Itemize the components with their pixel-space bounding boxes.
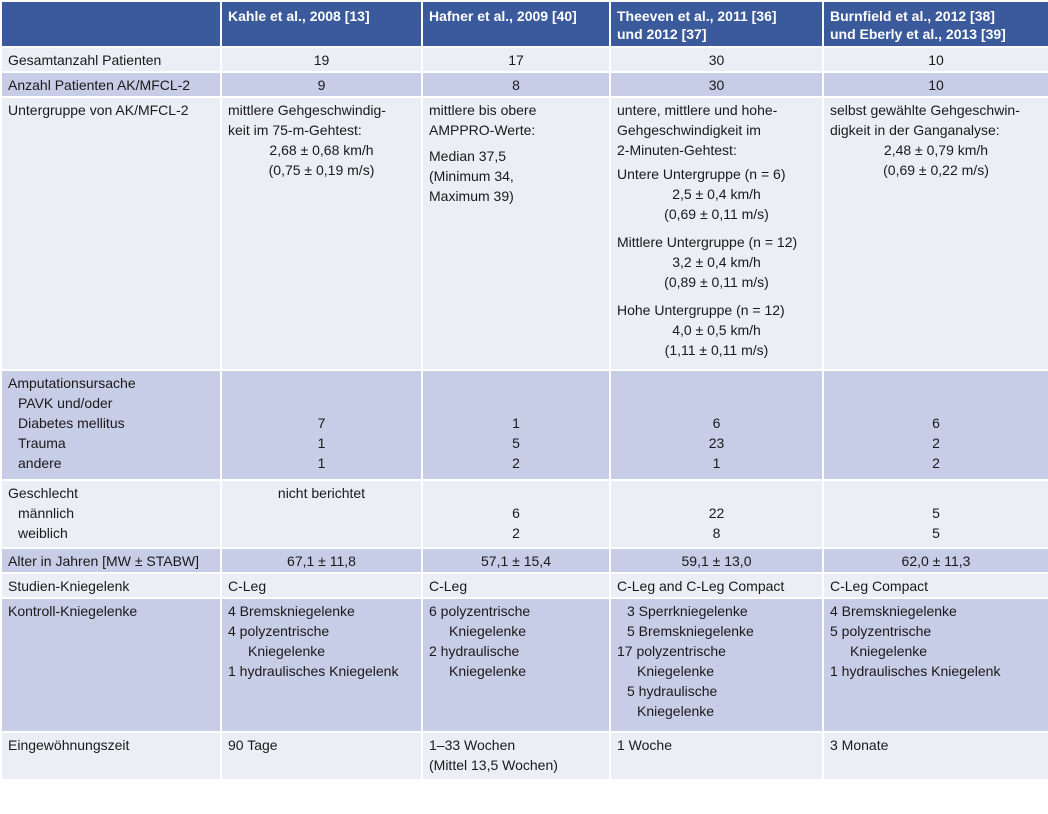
row-label xyxy=(2,481,220,547)
table-cell: 57,1 ± 15,4 xyxy=(423,549,609,572)
cell-line: Hohe Untergruppe (n = 12) xyxy=(617,302,785,318)
cell-line: 2-Minuten-Gehtest: xyxy=(617,142,737,158)
row-label: Kontroll-Kniegelenke xyxy=(2,599,220,731)
cell-line: 5 xyxy=(932,525,940,541)
cell-line: untere, mittlere und hohe- xyxy=(617,102,778,118)
cell-line: 17 polyzentrische xyxy=(617,643,726,659)
cell-line: (0,69 ± 0,11 m/s) xyxy=(664,206,769,222)
cell-line: 2 xyxy=(512,455,520,471)
table-cell: 10 xyxy=(824,48,1048,71)
table-cell xyxy=(222,481,421,547)
cell-line: 1 hydraulisches Kniegelenk xyxy=(228,663,399,679)
row-label: Eingewöhnungszeit xyxy=(2,733,220,779)
header-empty-cell xyxy=(2,2,220,46)
cell-line: 1 xyxy=(317,435,326,451)
cell-line: 5 hydraulische xyxy=(627,683,718,699)
header-row xyxy=(2,2,1048,46)
table-cell: C-Leg and C-Leg Compact xyxy=(611,574,822,597)
table-cell xyxy=(611,599,822,731)
table-cell: C-Leg Compact xyxy=(824,574,1048,597)
row-anzahl-ak-mfcl2 xyxy=(2,73,1048,96)
table-cell: 8 xyxy=(423,73,609,96)
cell-line: 2 hydraulische xyxy=(429,643,520,659)
row-untergruppe xyxy=(2,98,1048,369)
cell-line: (Mittel 13,5 Wochen) xyxy=(429,757,558,773)
row-label: Untergruppe von AK/MFCL-2 xyxy=(2,98,220,369)
cell-line: Mittlere Untergruppe (n = 12) xyxy=(617,234,798,250)
table-cell: 17 xyxy=(423,48,609,71)
table-cell: 9 xyxy=(222,73,421,96)
row-studien-kniegelenk xyxy=(2,574,1048,597)
table-cell xyxy=(824,599,1048,731)
row-alter xyxy=(2,549,1048,572)
cell-line: (0,69 ± 0,22 m/s) xyxy=(883,162,989,178)
cell-line: 2,5 ± 0,4 km/h xyxy=(672,186,761,202)
table-cell xyxy=(423,371,609,479)
cell-line: Kniegelenke xyxy=(637,703,715,719)
table-cell xyxy=(824,371,1048,479)
cell-line: digkeit in der Ganganalyse: xyxy=(830,122,1000,138)
cell-line: 3,2 ± 0,4 km/h xyxy=(672,254,761,270)
cell-line: nicht berichtet xyxy=(277,485,366,501)
table-cell: 3 Monate xyxy=(824,733,1048,779)
row-sublabel: Trauma xyxy=(18,435,66,451)
table-cell xyxy=(611,98,822,369)
cell-line: 4 Bremskniegelenke xyxy=(830,603,957,619)
header-theeven-line1: Theeven et al., 2011 [36] xyxy=(617,8,777,24)
table-cell: 1 Woche xyxy=(611,733,822,779)
cell-line: Kniegelenke xyxy=(637,663,715,679)
cell-line: 1 hydraulisches Kniegelenk xyxy=(830,663,1001,679)
cell-line: 1 xyxy=(512,415,520,431)
cell-line: Kniegelenke xyxy=(449,623,527,639)
row-label: Alter in Jahren [MW ± STABW] xyxy=(2,549,220,572)
cell-line: 5 xyxy=(512,435,520,451)
cell-line: mittlere bis obere xyxy=(429,102,537,118)
cell-line: Kniegelenke xyxy=(248,643,326,659)
table-cell xyxy=(423,98,609,369)
row-sublabel: männlich xyxy=(18,505,75,521)
cell-line: keit im 75-m-Gehtest: xyxy=(228,122,362,138)
cell-line: 5 Bremskniegelenke xyxy=(627,623,754,639)
row-sublabel: andere xyxy=(18,455,62,471)
cell-line: 6 xyxy=(932,415,940,431)
cell-line: (0,89 ± 0,11 m/s) xyxy=(664,274,769,290)
table-cell: 59,1 ± 13,0 xyxy=(611,549,822,572)
row-sublabel: PAVK und/oder xyxy=(18,395,113,411)
cell-line: 23 xyxy=(708,435,725,451)
table-cell xyxy=(423,481,609,547)
row-gesamtanzahl xyxy=(2,48,1048,71)
cell-line: Maximum 39) xyxy=(429,188,514,204)
cell-line: 4,0 ± 0,5 km/h xyxy=(672,322,761,338)
cell-line: Untere Untergruppe (n = 6) xyxy=(617,166,786,182)
row-label-main: Amputationsursache xyxy=(8,375,136,391)
cell-line: 4 polyzentrische xyxy=(228,623,330,639)
cell-line: Gehgeschwindigkeit im xyxy=(617,122,761,138)
header-hafner xyxy=(423,2,609,46)
row-kontroll-kniegelenke xyxy=(2,599,1048,731)
cell-line: mittlere Gehgeschwindig- xyxy=(228,102,386,118)
row-label xyxy=(2,371,220,479)
header-theeven-line2: und 2012 [37] xyxy=(617,26,707,42)
row-label: Anzahl Patienten AK/MFCL-2 xyxy=(2,73,220,96)
cell-line: 6 xyxy=(712,415,721,431)
table-cell: 67,1 ± 11,8 xyxy=(222,549,421,572)
table-cell: 10 xyxy=(824,73,1048,96)
cell-line: 8 xyxy=(712,525,721,541)
table-cell: C-Leg xyxy=(423,574,609,597)
cell-line: 2 xyxy=(512,525,520,541)
header-burnfield-line1: Burnfield et al., 2012 [38] xyxy=(830,8,995,24)
cell-line: 7 xyxy=(317,415,326,431)
table-cell: 90 Tage xyxy=(222,733,421,779)
header-burnfield-line2: und Eberly et al., 2013 [39] xyxy=(830,26,1006,42)
cell-line: Kniegelenke xyxy=(850,643,928,659)
row-sublabel: weiblich xyxy=(18,525,68,541)
cell-line: selbst gewählte Gehgeschwin- xyxy=(830,102,1020,118)
table-cell: 30 xyxy=(611,73,822,96)
row-geschlecht xyxy=(2,481,1048,547)
header-kahle-text: Kahle et al., 2008 [13] xyxy=(228,8,370,24)
cell-line: 2 xyxy=(932,455,940,471)
cell-line: 2,48 ± 0,79 km/h xyxy=(883,142,989,158)
table-cell xyxy=(423,733,609,779)
cell-line: (0,75 ± 0,19 m/s) xyxy=(268,162,375,178)
cell-line: 3 Sperrkniegelenke xyxy=(627,603,748,619)
cell-line: Median 37,5 xyxy=(429,148,507,164)
cell-line: Kniegelenke xyxy=(449,663,527,679)
table-cell xyxy=(222,599,421,731)
table-cell: 62,0 ± 11,3 xyxy=(824,549,1048,572)
table-cell xyxy=(611,371,822,479)
cell-line: (1,11 ± 0,11 m/s) xyxy=(664,342,769,358)
header-hafner-text: Hafner et al., 2009 [40] xyxy=(429,8,577,24)
cell-line: 1 xyxy=(317,455,326,471)
row-label: Studien-Kniegelenk xyxy=(2,574,220,597)
table-cell: 30 xyxy=(611,48,822,71)
cell-line: 2,68 ± 0,68 km/h xyxy=(269,142,374,158)
table-cell xyxy=(824,481,1048,547)
table-cell: C-Leg xyxy=(222,574,421,597)
cell-line: (Minimum 34, xyxy=(429,168,514,184)
row-amputationsursache xyxy=(2,371,1048,479)
table-cell: 19 xyxy=(222,48,421,71)
row-sublabel: Diabetes mellitus xyxy=(18,415,125,431)
cell-line: 5 xyxy=(932,505,940,521)
cell-line: 1–33 Wochen xyxy=(429,737,516,753)
table-cell xyxy=(222,371,421,479)
cell-line: 6 polyzentrische xyxy=(429,603,531,619)
cell-line: AMPPRO-Werte: xyxy=(429,122,536,138)
row-eingewoehnungszeit xyxy=(2,733,1048,779)
table-cell xyxy=(222,98,421,369)
cell-line: 1 xyxy=(712,455,721,471)
header-burnfield xyxy=(824,2,1048,46)
cell-line: 4 Bremskniegelenke xyxy=(228,603,355,619)
row-label: Gesamtanzahl Patienten xyxy=(2,48,220,71)
table-cell xyxy=(423,599,609,731)
cell-line: 6 xyxy=(512,505,520,521)
header-theeven xyxy=(611,2,822,46)
header-kahle xyxy=(222,2,421,46)
cell-line: 22 xyxy=(708,505,725,521)
cell-line: 2 xyxy=(932,435,940,451)
table-cell xyxy=(611,481,822,547)
table-cell xyxy=(824,98,1048,369)
row-label-main: Geschlecht xyxy=(8,485,79,501)
cell-line: 5 polyzentrische xyxy=(830,623,932,639)
